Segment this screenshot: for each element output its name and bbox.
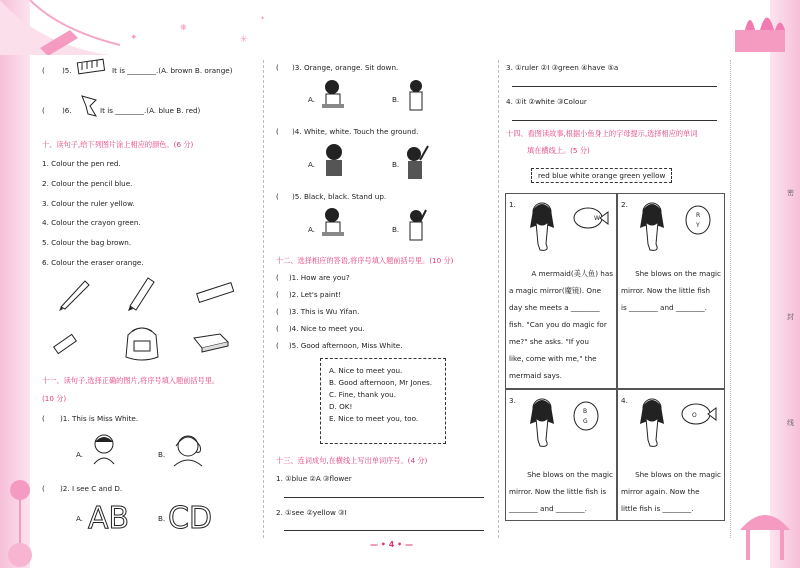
crayon-icon[interactable] [50,332,82,360]
panel2-fish-letter-b: Y [696,222,700,229]
dialog-5[interactable]: ( )5. Good afternoon, Miss White. [276,341,403,350]
woman-icon[interactable] [168,432,208,468]
q11-2-a: A. [76,514,84,523]
right-decor-border [770,0,800,568]
page-number: — • 4 • — [370,540,413,549]
boy-icon[interactable] [88,432,120,466]
castle-icon [735,18,785,53]
panel2-text: She blows on the magic mirror. Now the little fish is ________ and ________. [621,269,721,312]
sentence-order-4: 4. ①it ②white ③Colour [506,97,587,106]
bottom-right-gazebo-icon [730,500,800,568]
q11-1-text: )1. This is Miss White. [60,414,139,423]
q11-1-paren[interactable]: ( [42,414,45,423]
option-a: A. Nice to meet you. [329,366,403,375]
child-crouch-icon[interactable] [320,142,348,182]
q11-1-a: A. [76,450,84,459]
section-14-title2: 填在横线上。(5 分) [527,146,590,155]
answer-line-4[interactable] [512,120,717,121]
panel1-num: 1. [509,200,516,209]
sentence-2: 2. Colour the pencil blue. [42,179,133,188]
sentence-6: 6. Colour the eraser orange. [42,258,144,267]
q6-text: It is ________.(A. blue B. red) [100,106,201,115]
answer-line-3[interactable] [512,86,717,87]
panel2-num: 2. [621,200,628,209]
section-12-title: 十二、选择相应的答语,将序号填入题前括号里。(10 分) [276,256,454,265]
section-13-title: 十三、连词成句,在横线上写出单词序号。(4 分) [276,456,428,465]
c2-q4-a: A. [308,160,316,169]
eraser-icon[interactable] [190,330,232,354]
panel3-num: 3. [509,396,516,405]
q6-paren[interactable]: ( [42,106,45,115]
mermaid-fish-2-icon [632,198,718,254]
panel1-text: A mermaid(美人鱼) has a magic mirror(魔镜). One day she meets a ________ fish. "Can you do magic for me?" she asks. "If you like, come with me," the mermaid says. [509,269,613,380]
child-arm-up-icon[interactable] [402,142,430,182]
panel3-text: She blows on the magic mirror. Now the little fish is ________ and ________. [509,470,613,513]
pencil-icon[interactable] [124,274,156,312]
c2-q3-a: A. [308,95,316,104]
letters-cd-icon[interactable] [166,498,222,532]
q11-2-text: )2. I see C and D. [60,484,123,493]
svg-text:✦: ✦ [130,33,138,43]
c2-q5-paren[interactable]: ( [276,192,279,201]
sentence-order-3: 3. ①ruler ②I ③green ④have ⑤a [506,63,619,72]
divider-1 [263,60,264,538]
top-decoration [0,0,800,55]
q11-2-b: B. [158,514,166,523]
seal-line [730,60,731,538]
c2-q5-a: A. [308,225,316,234]
seal-mi: 密 [787,189,794,197]
svg-text:AB: AB [88,501,130,532]
q6-num: )6. [62,106,72,115]
dialog-2[interactable]: ( )2. Let's paint! [276,290,342,299]
girl-sitting-icon[interactable] [320,78,348,114]
mermaid-fish-4-icon [632,394,718,450]
svg-text:CD: CD [168,501,213,532]
girl-chair-icon[interactable] [320,206,348,242]
c2-q3-text: )3. Orange, orange. Sit down. [292,63,399,72]
panel4-num: 4. [621,396,628,405]
c2-q4-b: B. [392,160,400,169]
option-d: D. OK! [329,402,353,411]
dialog-3[interactable]: ( )3. This is Wu Yifan. [276,307,360,316]
c2-q3-b: B. [392,95,400,104]
section-11-title: 十一、读句子,选择正确的图片,将序号填入题前括号里。 [42,376,220,385]
option-b: B. Good afternoon, Mr Jones. [329,378,433,387]
sentence-5: 5. Colour the bag brown. [42,238,132,247]
bag-icon[interactable] [120,323,164,363]
panel3-fish-letter-b: G [583,418,588,425]
boy-standing-icon[interactable] [404,78,428,114]
ruler2-icon[interactable] [195,282,237,304]
q5-num: )5. [62,66,72,75]
mermaid-fish-1-icon [520,198,610,254]
bottom-left-pinwheel-icon [0,470,70,568]
panel2-fish-letter-a: R [696,212,701,219]
mermaid-fish-3-icon [520,394,610,450]
sentence-3: 3. Colour the ruler yellow. [42,199,135,208]
panel4-fish-letter: O [692,412,697,419]
sentence-4: 4. Colour the crayon green. [42,218,141,227]
boy-hand-up-icon[interactable] [404,206,430,242]
svg-text:✳: ✳ [240,35,248,45]
letters-ab-icon[interactable] [86,498,136,532]
panel1-fish-letter: W [594,215,600,222]
seal-xian: 线 [787,419,794,427]
answer-line-1[interactable] [284,497,484,498]
svg-text:✦: ✦ [260,15,266,22]
divider-2 [498,60,499,538]
c2-q4-text: )4. White, white. Touch the ground. [292,127,419,136]
c2-q5-b: B. [392,225,400,234]
option-c: C. Fine, thank you. [329,390,397,399]
pen-icon[interactable] [55,275,93,311]
q5-text: It is ________.(A. brown B. orange) [112,66,233,75]
q5-paren[interactable]: ( [42,66,45,75]
svg-text:❋: ❋ [180,23,187,32]
scarf-icon [78,92,100,120]
sentence-order-2: 2. ①see ②yellow ③I [276,508,347,517]
c2-q4-paren[interactable]: ( [276,127,279,136]
word-bank: red blue white orange green yellow [531,168,672,183]
c2-q5-text: )5. Black, black. Stand up. [292,192,387,201]
dialog-1[interactable]: ( )1. How are you? [276,273,350,282]
ruler-icon [76,58,106,76]
section-10-title: 十、读句子,给下列图片涂上相应的颜色。(6 分) [42,140,194,149]
seal-feng: 封 [787,313,794,321]
dialog-4[interactable]: ( )4. Nice to meet you. [276,324,365,333]
section-14-title: 十四、看图读故事,根据小鱼身上的字母提示,选择相应的单词 [506,129,698,138]
q11-2-paren[interactable]: ( [42,484,45,493]
answer-line-2[interactable] [284,530,484,531]
panel4-text: She blows on the magic mirror again. Now the little fish is ________. [621,470,721,513]
sentence-order-1: 1. ①blue ②A ③flower [276,474,352,483]
c2-q3-paren[interactable]: ( [276,63,279,72]
q11-1-b: B. [158,450,166,459]
sentence-1: 1. Colour the pen red. [42,159,121,168]
section-11-points: (10 分) [42,394,67,403]
panel3-fish-letter-a: B [583,408,588,415]
option-e: E. Nice to meet you, too. [329,414,419,423]
answer-options-box [320,358,446,444]
